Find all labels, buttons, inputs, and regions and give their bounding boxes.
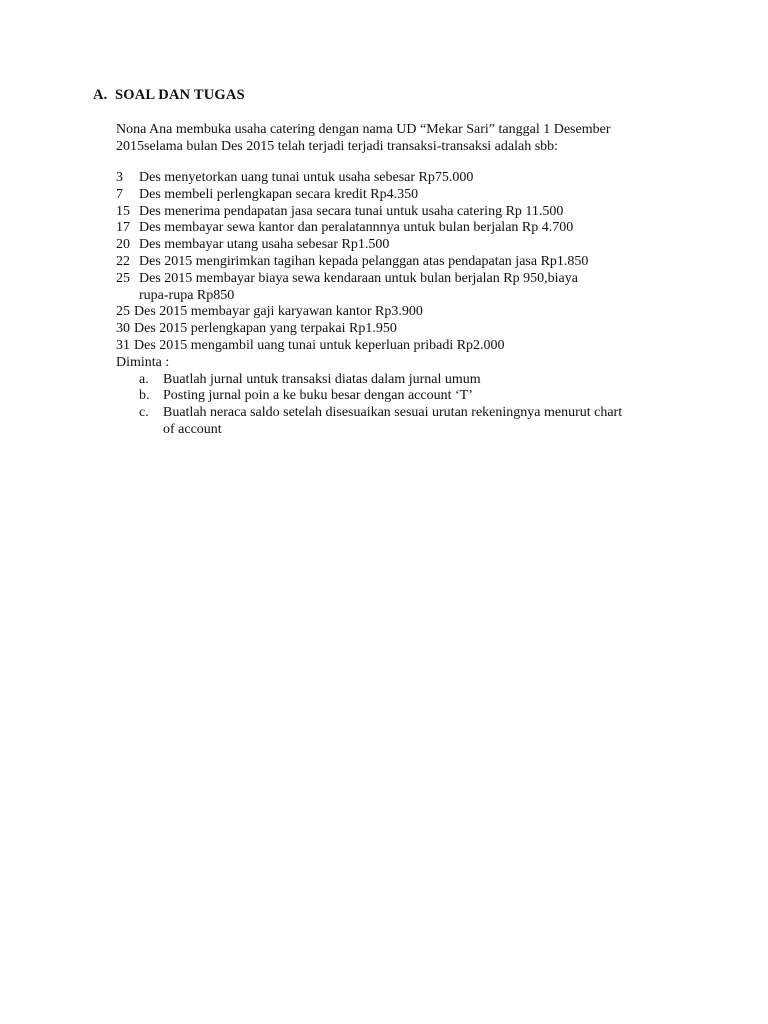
intro-paragraph [116,121,686,155]
section-title: SOAL DAN TUGAS [115,87,245,103]
task-item [116,372,696,389]
task-item [116,388,696,405]
transaction-text: Des 2015 mengambil uang tunai untuk keperluan pribadi Rp2.000 [134,337,505,353]
transaction-item [116,187,696,204]
transaction-text: Des menyetorkan uang tunai untuk usaha sebesar Rp75.000 [139,170,474,185]
transaction-item [116,304,696,321]
transaction-day: 25 [116,304,130,320]
transaction-item [116,204,696,221]
transaction-day: 15 [116,203,130,219]
transaction-text: Des membayar sewa kantor dan peralatannnya untuk bulan berjalan Rp 4.700 [139,220,574,236]
task-continuation: of account [163,421,222,437]
task-item [116,405,696,439]
transaction-day: 17 [116,220,130,236]
transaction-item [116,338,696,355]
transaction-text: Des membayar utang usaha sebesar Rp1.500 [139,237,390,253]
transaction-item [116,254,696,271]
transaction-list [116,170,696,439]
transaction-day: 7 [116,186,123,202]
task-marker: c. [139,405,149,421]
transaction-text: Des 2015 membayar gaji karyawan kantor Rp3.900 [134,304,423,320]
task-text: Buatlah jurnal untuk transaksi diatas dalam jurnal umum [163,371,481,387]
transaction-item [116,321,696,338]
transaction-day: 25 [116,270,130,286]
transaction-text: Des membeli perlengkapan secara kredit Rp4.350 [139,186,419,202]
section-letter: A. [93,87,108,103]
transaction-day: 3 [116,170,123,185]
task-text: Posting jurnal poin a ke buku besar dengan account ‘T’ [163,388,473,404]
transaction-item [116,271,696,305]
task-marker: b. [139,388,150,404]
section-heading [93,87,245,104]
transaction-text: Des 2015 perlengkapan yang terpakai Rp1.950 [134,321,397,337]
task-list [116,372,696,439]
transaction-day: 20 [116,237,130,253]
transaction-item [116,237,696,254]
transaction-text: Des 2015 membayar biaya sewa kendaraan untuk bulan berjalan Rp 950,biaya [139,270,578,286]
transaction-item [116,170,696,187]
transaction-day: 22 [116,253,130,269]
task-text: Buatlah neraca saldo setelah disesuaikan sesuai urutan rekeningnya menurut chart [163,405,623,421]
intro-line: 2015selama bulan Des 2015 telah terjadi terjadi transaksi-transaksi adalah sbb: [116,139,559,154]
transaction-text: Des menerima pendapatan jasa secara tunai untuk usaha catering Rp 11.500 [139,203,564,219]
transaction-continuation: rupa-rupa Rp850 [139,287,235,303]
transaction-day: 31 [116,337,130,353]
transaction-text: Des 2015 mengirimkan tagihan kepada pelanggan atas pendapatan jasa Rp1.850 [139,253,589,269]
task-marker: a. [139,371,149,387]
transaction-item [116,220,696,237]
transaction-day: 30 [116,321,130,337]
asked-label: Diminta : [116,354,170,370]
intro-line: Nona Ana membuka usaha catering dengan nama UD “Mekar Sari” tanggal 1 Desember [116,122,611,137]
